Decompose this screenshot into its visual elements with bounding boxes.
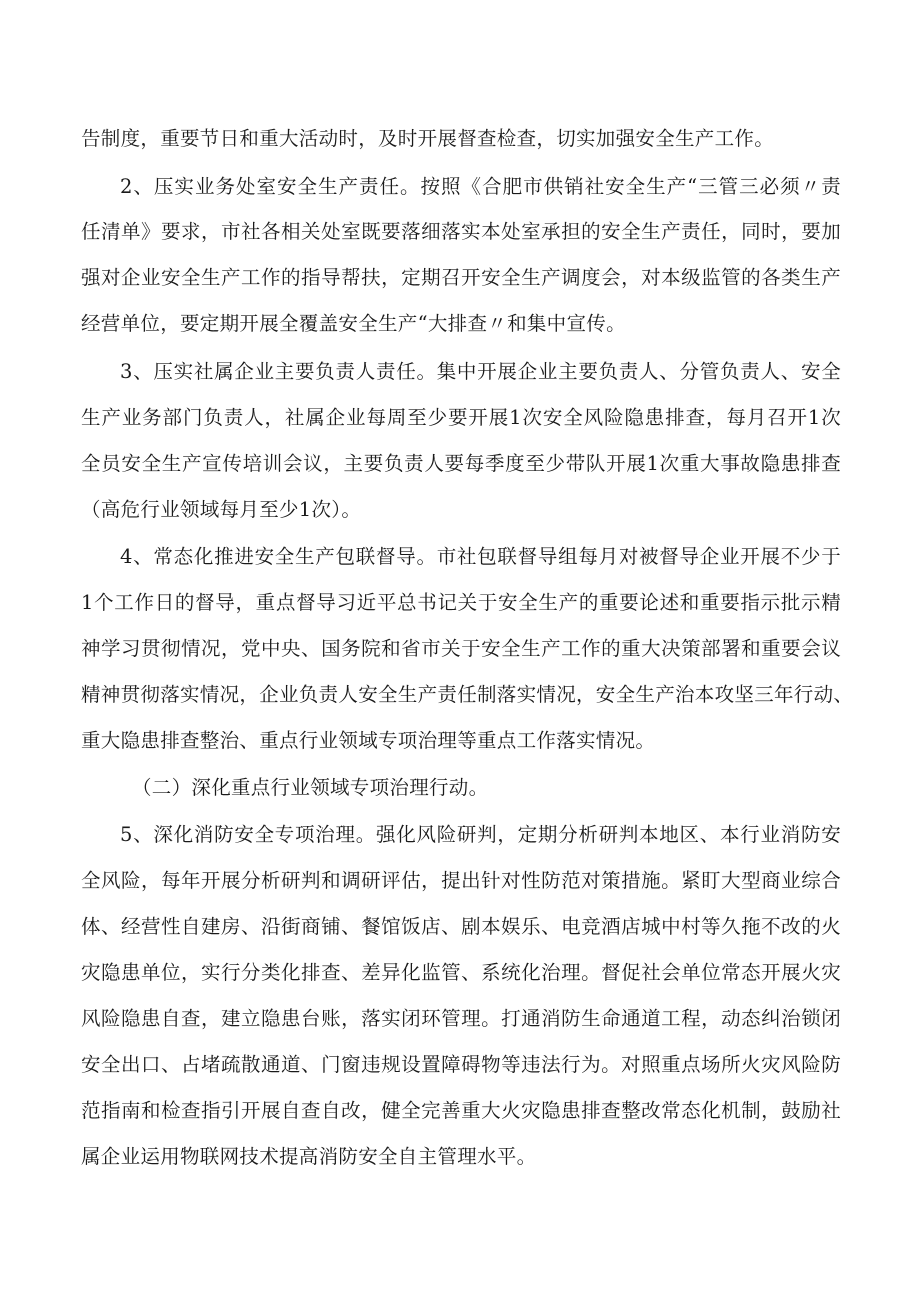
text-line: 风险隐患自查，建立隐患台账，落实闭环管理。打通消防生命通道工程，动态纠治锁闭	[81, 1007, 841, 1030]
text-line: 神学习贯彻情况，党中央、国务院和省市关于安全生产工作的重大决策部署和重要会议	[81, 637, 841, 660]
section-heading: （二）深化重点行业领域专项治理行动。	[132, 776, 489, 799]
text-line: 精神贯彻落实情况，企业负责人安全生产责任制落实情况，安全生产治本攻坚三年行动、	[81, 683, 854, 706]
text-line: 2、压实业务处室安全生产责任。按照《合肥市供销社安全生产“三管三必须〃责	[120, 175, 841, 198]
text-line: 任清单》要求，市社各相关处室既要落细落实本处室承担的安全生产责任，同时，要加	[81, 220, 841, 243]
text-line: 体、经营性自建房、沿街商铺、餐馆饭店、剧本娱乐、电竞酒店城中村等久拖不改的火	[81, 915, 841, 938]
text-line: 重大隐患排查整治、重点行业领域专项治理等重点工作落实情况。	[81, 729, 656, 752]
text-line: 4、常态化推进安全生产包联督导。市社包联督导组每月对被督导企业开展不少于	[120, 545, 841, 568]
text-line: 全员安全生产宣传培训会议，主要负责人要每季度至少带队开展1次重大事故隐患排查	[81, 452, 841, 475]
text-line: 灾隐患单位，实行分类化排查、差异化监管、系统化治理。督促社会单位常态开展火灾	[81, 961, 841, 984]
text-line: 生产业务部门负责人，社属企业每周至少要开展1次安全风险隐患排查，每月召开1次	[81, 406, 841, 429]
text-line: 强对企业安全生产工作的指导帮扶，定期召开安全生产调度会，对本级监管的各类生产	[81, 266, 841, 289]
text-line: （高危行业领域每月至少1次）。	[81, 498, 362, 521]
text-line: 全风险，每年开展分析研判和调研评估，提出针对性防范对策措施。紧盯大型商业综合	[81, 869, 841, 892]
text-line: 3、压实社属企业主要负责人责任。集中开展企业主要负责人、分管负责人、安全	[120, 360, 841, 383]
text-line: 范指南和检查指引开展自查自改，健全完善重大火灾隐患排查整改常态化机制，鼓励社	[81, 1099, 841, 1122]
text-line: 5、深化消防安全专项治理。强化风险研判，定期分析研判本地区、本行业消防安	[120, 823, 841, 846]
text-line: 告制度，重要节日和重大活动时，及时开展督查检查，切实加强安全生产工作。	[81, 127, 775, 150]
text-line: 1个工作日的督导，重点督导习近平总书记关于安全生产的重要论述和重要指示批示精	[81, 591, 841, 614]
text-line: 经营单位，要定期开展全覆盖安全生产“大排查〃和集中宣传。	[81, 312, 626, 335]
text-line: 属企业运用物联网技术提高消防安全自主管理水平。	[81, 1145, 537, 1168]
text-line: 安全出口、占堵疏散通道、门窗违规设置障碍物等违法行为。对照重点场所火灾风险防	[81, 1053, 841, 1076]
